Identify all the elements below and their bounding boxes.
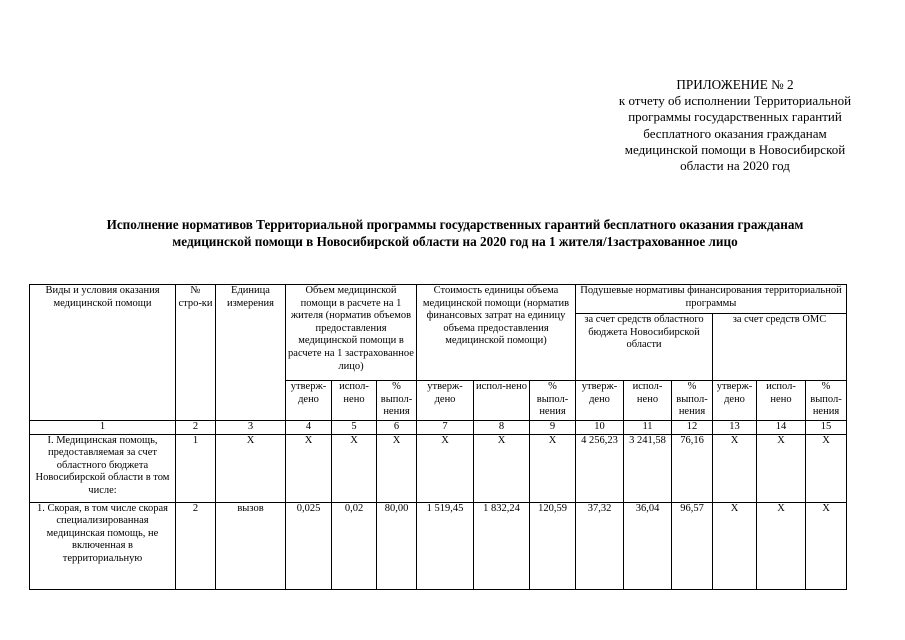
header-row-number: № стро-ки: [176, 285, 216, 421]
column-number: 6: [377, 421, 417, 435]
column-number: 10: [576, 421, 624, 435]
column-number: 4: [286, 421, 332, 435]
row-cell: 36,04: [624, 502, 672, 589]
row-cell: 0,02: [332, 502, 377, 589]
row-cell: X: [377, 434, 417, 502]
header-approved: утверж-дено: [576, 381, 624, 421]
row-cell: X: [332, 434, 377, 502]
header-percent: % выпол-нения: [806, 381, 847, 421]
appendix-title: ПРИЛОЖЕНИЕ № 2: [676, 77, 794, 92]
row-cell: 0,025: [286, 502, 332, 589]
row-cell: 1 519,45: [417, 502, 474, 589]
header-executed: испол-нено: [757, 381, 806, 421]
table-row: [30, 434, 847, 502]
column-number: 13: [713, 421, 757, 435]
document-title-line: медицинской помощи в Новосибирской области на 2020 год на 1 жителя/1застрахованное лицо: [172, 233, 738, 249]
appendix-line: медицинской помощи в Новосибирской: [624, 141, 846, 157]
column-number: 14: [757, 421, 806, 435]
column-number: 3: [216, 421, 286, 435]
column-number: 12: [672, 421, 713, 435]
row-cell: X: [713, 434, 757, 502]
header-volume: Объем медицинской помощи в расчете на 1 жителя (норматив объемов предоставления медицинской помощи в расчете на 1 застрахованное лицо): [286, 285, 417, 381]
header-percapita: Подушевые нормативы финансирования территориальной программы: [576, 285, 847, 314]
row-name: 1. Скорая, в том числе скорая специализированная медицинская помощь, не включенная в территориальную: [30, 502, 176, 589]
header-percent: % выпол-нения: [377, 381, 417, 421]
header-cost: Стоимость единицы объема медицинской помощи (норматив финансовых затрат на единицу объема предоставления медицинской помощи): [417, 285, 576, 381]
header-approved: утверж-дено: [417, 381, 474, 421]
row-cell: 4 256,23: [576, 434, 624, 502]
document-title: [30, 217, 880, 250]
column-number: 11: [624, 421, 672, 435]
appendix-line: области на 2020 год: [680, 158, 790, 174]
row-cell: X: [713, 502, 757, 589]
document-title-line: Исполнение нормативов Территориальной программы государственных гарантий бесплатного оказания гражданам: [106, 217, 804, 232]
row-cell: X: [806, 434, 847, 502]
row-cell: вызов: [216, 502, 286, 589]
row-cell: 76,16: [672, 434, 713, 502]
row-cell: 37,32: [576, 502, 624, 589]
row-name: I. Медицинская помощь, предоставляемая за счет областного бюджета Новосибирской области в том числе:: [30, 434, 176, 502]
row-cell: X: [806, 502, 847, 589]
appendix-line: к отчету об исполнении Территориальной: [618, 93, 852, 109]
header-executed: испол-нено: [624, 381, 672, 421]
row-cell: X: [474, 434, 530, 502]
column-number: 15: [806, 421, 847, 435]
row-cell: 80,00: [377, 502, 417, 589]
row-cell: X: [216, 434, 286, 502]
appendix-line: бесплатного оказания гражданам: [643, 125, 827, 141]
row-cell: X: [757, 434, 806, 502]
header-oms: за счет средств ОМС: [713, 314, 847, 381]
row-cell: 1 832,24: [474, 502, 530, 589]
header-kinds: Виды и условия оказания медицинской помощи: [30, 285, 176, 421]
header-approved: утверж-дено: [713, 381, 757, 421]
header-percent: % выпол-нения: [672, 381, 713, 421]
table-row: [30, 502, 847, 589]
row-cell: 120,59: [530, 502, 576, 589]
header-executed: испол-нено: [474, 381, 530, 421]
row-cell: 3 241,58: [624, 434, 672, 502]
row-cell: 96,57: [672, 502, 713, 589]
row-cell: 1: [176, 434, 216, 502]
header-approved: утверж-дено: [286, 381, 332, 421]
column-number: 1: [30, 421, 176, 435]
column-number-row: [30, 421, 847, 435]
column-number: 7: [417, 421, 474, 435]
appendix-line: программы государственных гарантий: [628, 109, 842, 125]
row-cell: X: [530, 434, 576, 502]
row-cell: 2: [176, 502, 216, 589]
row-cell: X: [757, 502, 806, 589]
row-cell: X: [286, 434, 332, 502]
row-cell: X: [417, 434, 474, 502]
header-percent: % выпол-нения: [530, 381, 576, 421]
column-number: 2: [176, 421, 216, 435]
header-executed: испол-нено: [332, 381, 377, 421]
column-number: 9: [530, 421, 576, 435]
column-number: 8: [474, 421, 530, 435]
column-number: 5: [332, 421, 377, 435]
header-regional: за счет средств областного бюджета Новосибирской области: [576, 314, 713, 381]
norms-table: [29, 284, 847, 590]
appendix-header: [590, 77, 880, 174]
header-unit: Единица измерения: [216, 285, 286, 421]
